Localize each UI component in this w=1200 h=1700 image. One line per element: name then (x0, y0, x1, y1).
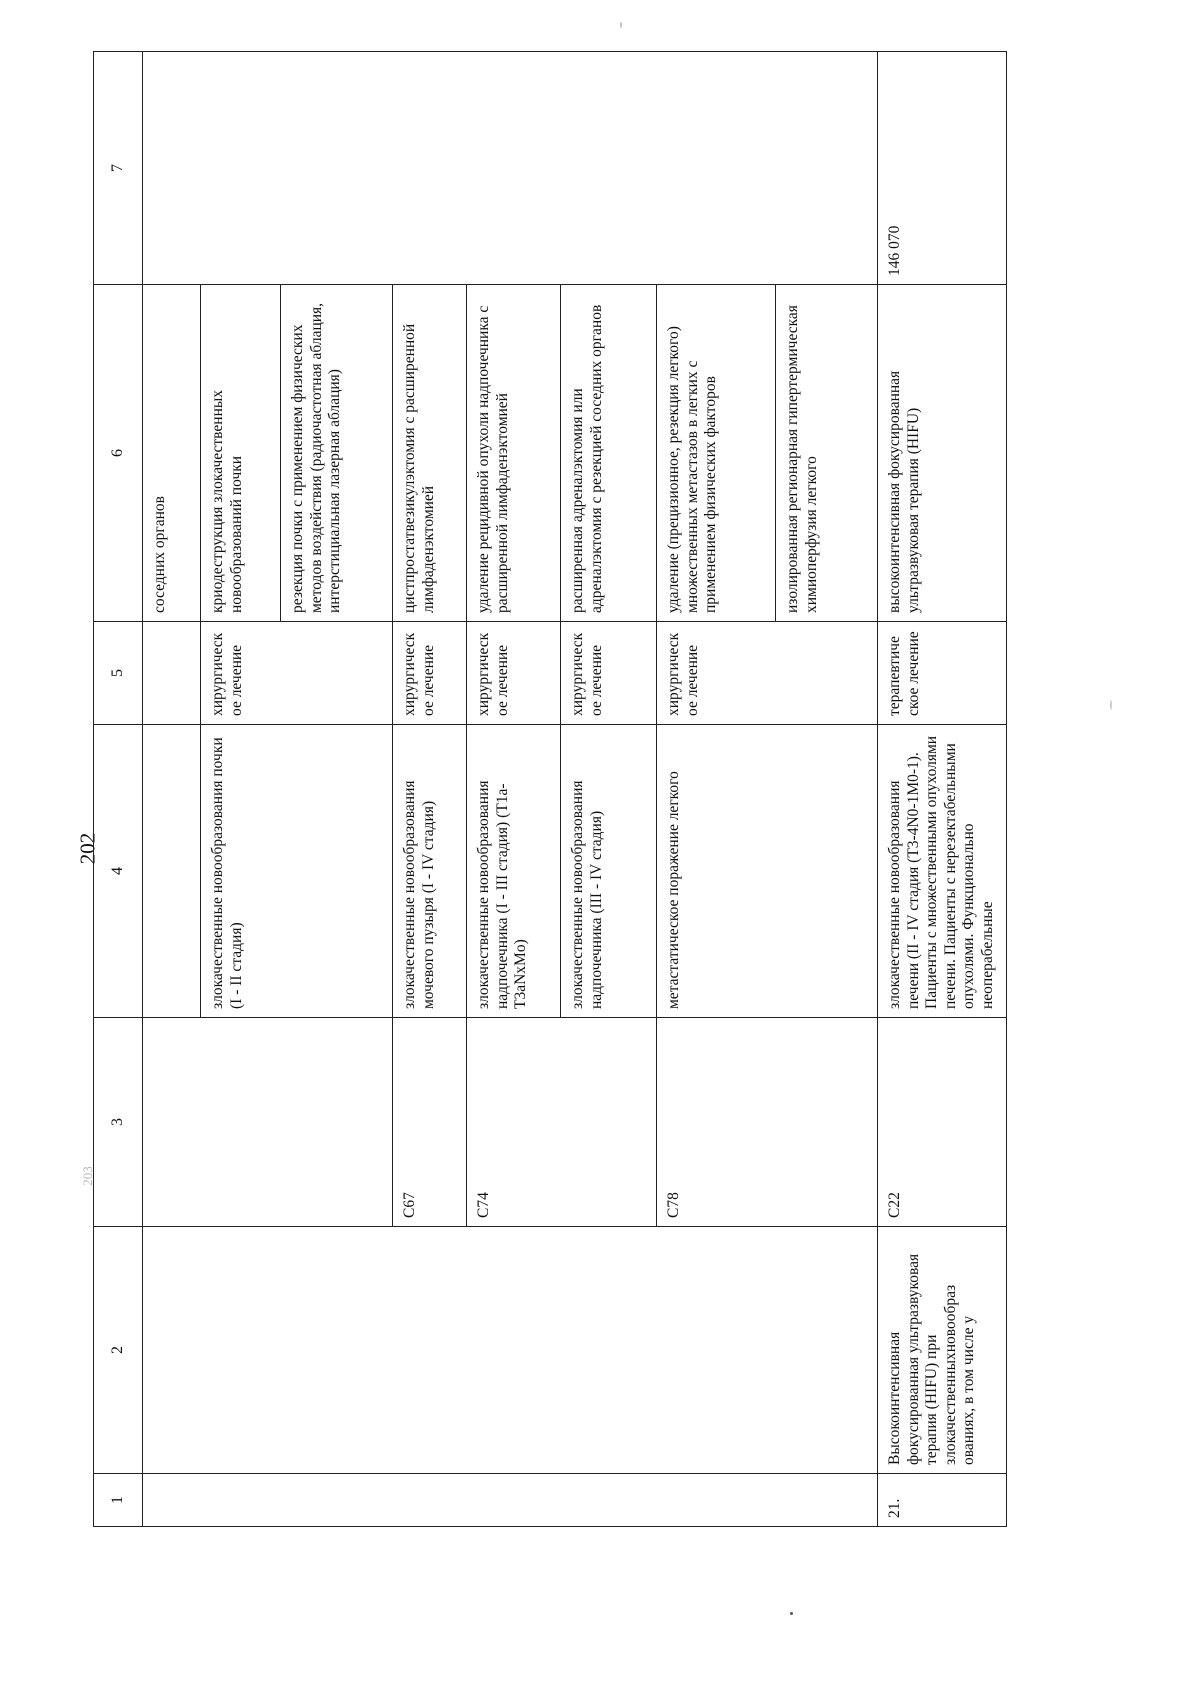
cell-num: 21. (878, 1474, 1007, 1527)
cell-icd: C74 (467, 1018, 657, 1227)
cell-diagnosis: злокачественные новообразования надпочечника (III - IV стадия) (561, 725, 657, 1018)
cell-icd: C22 (878, 1018, 1007, 1227)
cell-method: высокоинтенсивная фокусированная ультразвуковая терапия (HIFU) (878, 285, 1007, 622)
cell-icd (143, 1018, 393, 1227)
cell-method: расширенная адреналэктомия или адреналэктомия с резекцией соседних органов (561, 285, 657, 622)
stray-mark: 203 (79, 1166, 95, 1186)
rotated-table-frame (93, 52, 996, 1527)
column-number: 1 (94, 1474, 143, 1527)
cell-icd: C78 (657, 1018, 878, 1227)
cell-treatment: хирургическое лечение (561, 622, 657, 725)
column-number: 5 (94, 622, 143, 725)
cell-method: соседних органов (143, 285, 201, 622)
table-row (878, 52, 1007, 1527)
cell-treatment: хирургическое лечение (657, 622, 878, 725)
scan-speck (1110, 700, 1112, 710)
cell-diagnosis: злокачественные новообразования надпочечника (I - III стадия) (T1a-T3aNxMo) (467, 725, 561, 1018)
column-number: 4 (94, 725, 143, 1018)
cell-treatment: хирургическое лечение (467, 622, 561, 725)
column-number: 7 (94, 52, 143, 285)
cell-price: 146 070 (878, 52, 1007, 285)
cell-method: изолированная регионарная гипертермическая химиоперфузия легкого (776, 285, 878, 622)
cell-diagnosis: злокачественные новообразования почки (I - II стадия) (201, 725, 393, 1018)
scan-speck (790, 1612, 793, 1615)
cell-method: удаление (прецизионное, резекция легкого) множественных метастазов в легких с применением физических факторов (657, 285, 776, 622)
cell-diagnosis: злокачественные новообразования мочевого пузыря (I - IV стадия) (393, 725, 467, 1018)
cell-diagnosis: метастатическое поражение легкого (657, 725, 878, 1018)
column-number: 6 (94, 285, 143, 622)
column-number-row (94, 52, 143, 1527)
cell-method: удаление рецидивной опухоли надпочечника с расширенной лимфаденэктомией (467, 285, 561, 622)
cell-diagnosis (143, 725, 201, 1018)
page-number: 202 (75, 832, 100, 865)
cell-treatment (143, 622, 201, 725)
scan-speck (620, 22, 622, 28)
services-table (93, 51, 1007, 1527)
cell-name (143, 1227, 878, 1474)
cell-icd: C67 (393, 1018, 467, 1227)
cell-name: Высокоинтенсивная фокусированная ультразвуковая терапия (HIFU) при злокачественныхновообраз ованиях, в том числе у (878, 1227, 1007, 1474)
cell-treatment: хирургическое лечение (201, 622, 393, 725)
table-row (143, 52, 201, 1527)
cell-num (143, 1474, 878, 1527)
cell-price (143, 52, 878, 285)
cell-method: резекция почки с применением физических методов воздействия (радиочастотная аблация, интерстициальная лазерная аблация) (281, 285, 393, 622)
column-number: 2 (94, 1227, 143, 1474)
cell-method: криодеструкция злокачественных новообразований почки (201, 285, 281, 622)
cell-treatment: терапевтическое лечение (878, 622, 1007, 725)
cell-treatment: хирургическое лечение (393, 622, 467, 725)
cell-method: цистпростатвезикулэктомия с расширенной лимфаденэктомией (393, 285, 467, 622)
cell-diagnosis: злокачественные новообразования печени (II - IV стадия (T3-4N0-1M0-1). Пациенты с множественными опухолями печени. Пациенты с нерезектабельными опухолями. Функционально неоперабельные (878, 725, 1007, 1018)
column-number: 3 (94, 1018, 143, 1227)
